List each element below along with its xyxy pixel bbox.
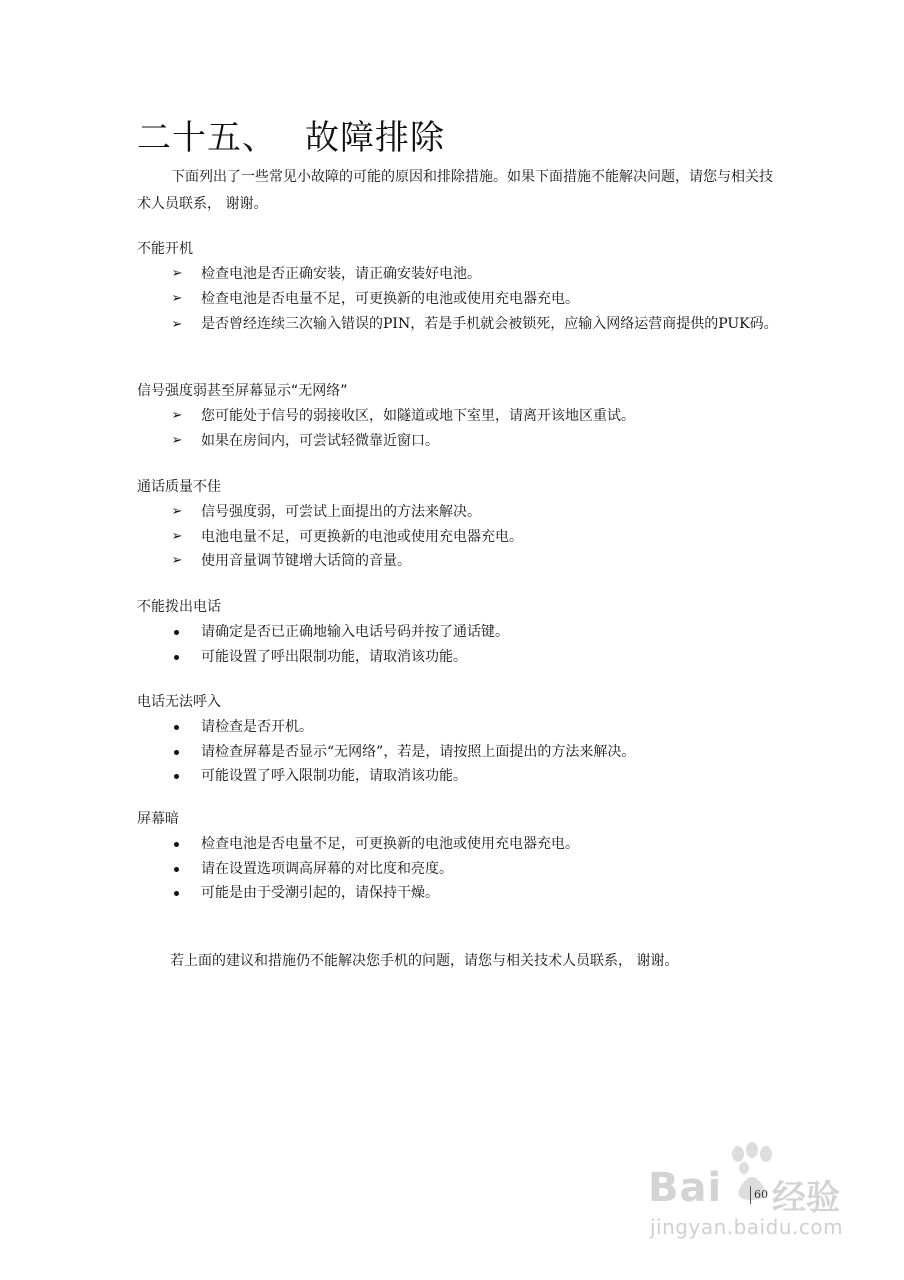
arrow-bullet-icon: ➢: [171, 553, 183, 568]
section-dim-screen: [137, 806, 787, 906]
arrow-bullet-icon: ➢: [171, 266, 183, 281]
section-heading: 电话无法呼入: [137, 694, 221, 710]
arrow-bullet-icon: ➢: [171, 408, 183, 423]
dot-bullet-icon: [174, 774, 179, 779]
title-number: 二十五、: [137, 118, 277, 158]
list-item: 请检查是否开机。: [137, 715, 781, 740]
list-item: ➢ 使用音量调节键增大话筒的音量。: [137, 549, 781, 574]
arrow-bullet-icon: ➢: [171, 317, 183, 332]
section-heading: 屏幕暗: [137, 811, 179, 827]
dot-bullet-icon: [174, 867, 179, 872]
page-title: [137, 114, 445, 162]
dot-bullet-icon: [174, 750, 179, 755]
page-number-divider: [750, 1186, 751, 1204]
watermark-brand: Bai: [648, 1165, 723, 1211]
list-item: 可能设置了呼出限制功能，请取消该功能。: [137, 645, 781, 670]
list-item: 可能是由于受潮引起的，请保持干燥。: [137, 881, 781, 906]
section-heading: 通话质量不佳: [137, 479, 221, 495]
section-poor-call-quality: [137, 474, 787, 574]
dot-bullet-icon: [174, 630, 179, 635]
watermark-jingyan: 经验: [772, 1178, 840, 1218]
list-item: 请检查屏幕是否显示“无网络”，若是，请按照上面提出的方法来解决。: [137, 740, 781, 765]
list-item: ➢ 是否曾经连续三次输入错误的PIN，若是手机就会被锁死，应输入网络运营商提供的PUK码。: [137, 311, 781, 338]
section-cannot-power-on: [137, 236, 787, 338]
section-heading: 不能拨出电话: [137, 599, 221, 615]
section-weak-signal: [137, 378, 787, 453]
section-heading: 信号强度弱甚至屏幕显示“无网络”: [137, 383, 348, 399]
list-item: ➢ 信号强度弱，可尝试上面提出的方法来解决。: [137, 500, 781, 525]
list-item: 可能设置了呼入限制功能，请取消该功能。: [137, 764, 781, 789]
section-cannot-dial-out: [137, 594, 787, 669]
watermark-url: jingyan.baidu.com: [650, 1215, 844, 1239]
list-item: ➢ 您可能处于信号的弱接收区，如隧道或地下室里，请离开该地区重试。: [137, 404, 781, 429]
dot-bullet-icon: [174, 842, 179, 847]
section-no-incoming-calls: [137, 689, 787, 789]
page-number: 60: [754, 1188, 768, 1201]
arrow-bullet-icon: ➢: [171, 504, 183, 519]
section-heading: 不能开机: [137, 241, 193, 257]
arrow-bullet-icon: ➢: [171, 528, 183, 544]
list-item: 检查电池是否电量不足，可更换新的电池或使用充电器充电。: [137, 832, 781, 857]
title-text: 故障排除: [305, 118, 445, 158]
list-item: ➢ 检查电池是否电量不足，可更换新的电池或使用充电器充电。: [137, 287, 781, 312]
list-item: ➢ 电池电量不足，可更换新的电池或使用充电器充电。: [137, 525, 781, 550]
list-item: 请在设置选项调高屏幕的对比度和亮度。: [137, 857, 781, 882]
intro-paragraph: 下面列出了一些常见小故障的可能的原因和排除措施。如果下面措施不能解决问题，请您与相关技术人员联系， 谢谢。: [137, 169, 773, 212]
arrow-bullet-icon: ➢: [171, 432, 183, 448]
dot-bullet-icon: [174, 655, 179, 660]
arrow-bullet-icon: ➢: [171, 290, 183, 306]
list-item: ➢ 如果在房间内，可尝试轻微靠近窗口。: [137, 429, 781, 454]
list-item: ➢ 检查电池是否正确安装，请正确安装好电池。: [137, 262, 781, 287]
dot-bullet-icon: [174, 725, 179, 730]
closing-paragraph: 若上面的建议和措施仍不能解决您手机的问题，请您与相关技术人员联系， 谢谢。: [170, 953, 679, 969]
list-item: 请确定是否已正确地输入电话号码并按了通话键。: [137, 620, 781, 645]
dot-bullet-icon: [174, 891, 179, 896]
